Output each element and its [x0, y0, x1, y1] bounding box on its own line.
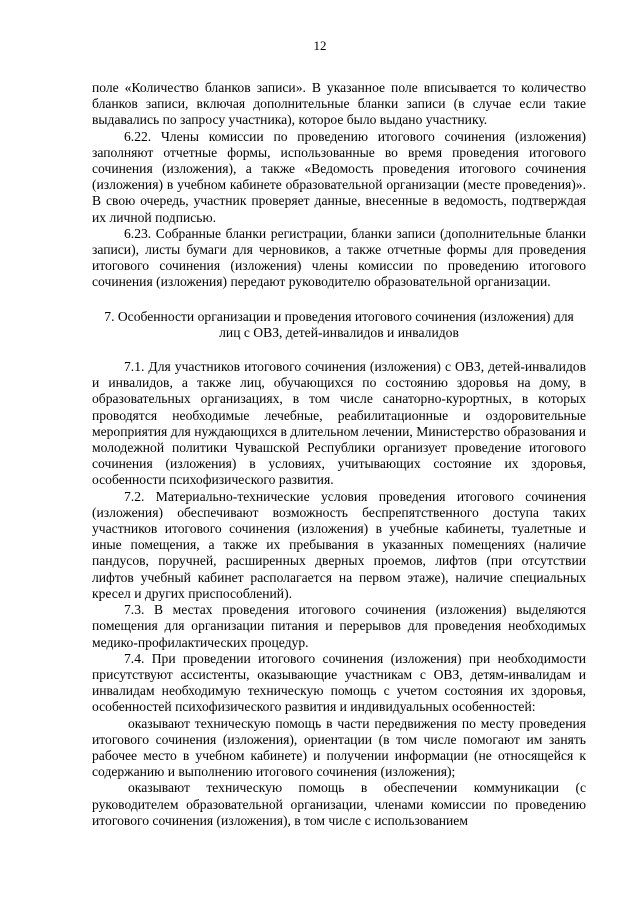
paragraph-7-4: 7.4. При проведении итогового сочинения (изложения) при необходимости присутствуют ассистенты, оказывающие участникам с ОВЗ, детям-инвалидам и инвалидам необходимую техническую помощь с учетом состояния их здоровья, особенностей психофизического развития и индивидуальных особенностей:	[92, 650, 586, 715]
paragraph-7-3: 7.3. В местах проведения итогового сочинения (изложения) выделяются помещения для организации питания и перерывов для проведения необходимых медико-профилактических процедур.	[92, 602, 586, 650]
paragraph-6-22: 6.22. Члены комиссии по проведению итогового сочинения (изложения) заполняют отчетные формы, использованные во время проведения итогового сочинения (изложения), а также «Ведомость проведения итогового сочинения (изложения) в учебном кабинете образовательной организации (месте проведения)». В свою очередь, участник проверяет данные, внесенные в ведомость, подтверждая их личной подписью.	[92, 128, 586, 225]
paragraph-6-23: 6.23. Собранные бланки регистрации, бланки записи (дополнительные бланки записи), листы бумаги для черновиков, а также отчетные формы для проведения итогового сочинения (изложения) члены комиссии по проведению итогового сочинения (изложения) передают руководителю образовательной организации.	[92, 225, 586, 290]
paragraph-blank-count: поле «Количество бланков записи». В указанное поле вписывается то количество бланков записи, включая дополнительные бланки записи (в случае если такие выдавались по запросу участника), которое было выдано участнику.	[92, 80, 586, 128]
paragraph-assist-communication: оказывают техническую помощь в обеспечении коммуникации (с руководителем образовательной организации, членами комиссии по проведению итогового сочинения (изложения), в том числе с использованием	[92, 780, 586, 828]
page-number: 12	[313, 38, 327, 53]
paragraph-7-1: 7.1. Для участников итогового сочинения (изложения) с ОВЗ, детей-инвалидов и инвалидов, а также лиц, обучающихся по состоянию здоровья на дому, в образовательных организациях, в том числе санаторно-курортных, в которых проводятся необходимые лечебные, реабилитационные и оздоровительные мероприятия для нуждающихся в длительном лечении, Министерство образования и молодежной политики Чувашской Республики организует проведение итогового сочинения (изложения) в условиях, учитывающих состояние их здоровья, особенности психофизического развития.	[92, 359, 586, 488]
document-body	[92, 80, 586, 829]
section-heading: 7. Особенности организации и проведения итогового сочинения (изложения) для лиц с ОВЗ, детей-инвалидов и инвалидов	[104, 308, 574, 340]
paragraph-assist-movement: оказывают техническую помощь в части передвижения по месту проведения итогового сочинения (изложения), ориентации (в том числе помогают им занять рабочее место в учебном кабинете) и получении информации (не относящейся к содержанию и выполнению итогового сочинения (изложения);	[92, 715, 586, 780]
paragraph-7-2: 7.2. Материально-технические условия проведения итогового сочинения (изложения) обеспечивают возможность беспрепятственного доступа таких участников итогового сочинения (изложения) в учебные кабинеты, туалетные и иные помещения, а также их пребывания в указанных помещениях (наличие пандусов, поручней, расширенных дверных проемов, лифтов (при отсутствии лифтов учебный кабинет располагается на первом этаже), наличие специальных кресел и других приспособлений).	[92, 488, 586, 601]
